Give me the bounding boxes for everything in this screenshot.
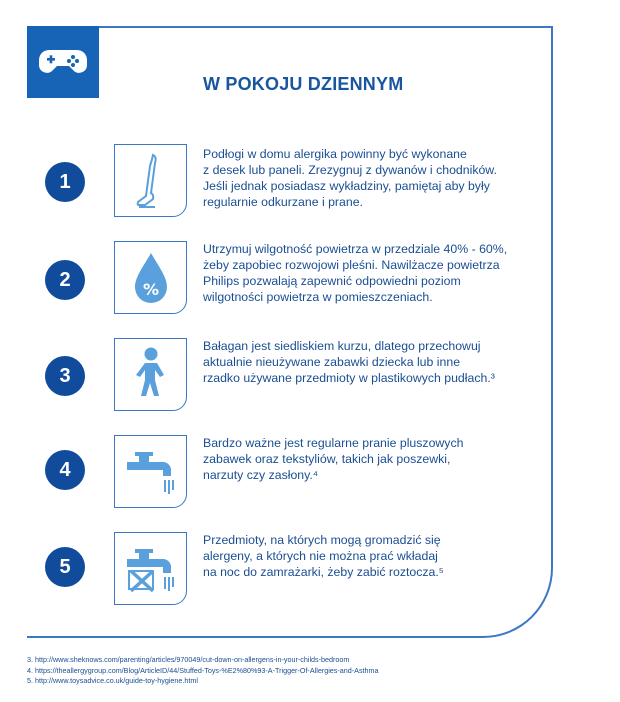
item-text: Bardzo ważne jest regularne pranie pluszowych zabawek oraz tekstyliów, takich jak poszewki, narzuty czy zasłony.⁴ — [203, 436, 464, 482]
icon-box — [114, 435, 187, 508]
icon-box — [114, 144, 187, 217]
page-title: W POKOJU DZIENNYM — [203, 74, 404, 94]
humidity-drop-icon — [131, 251, 171, 305]
child-icon — [131, 346, 171, 404]
step-number: 1 — [45, 162, 85, 202]
item-text: Utrzymuj wilgotność powietrza w przedziale 40% - 60%, żeby zapobiec rozwojowi pleśni. Nawilżacze powietrza Philips pozwalają zapewnić odpowiedni poziom wilgotności powietrza w pomieszczeniach. — [203, 242, 508, 304]
svg-text:%: % — [142, 279, 159, 299]
list-item — [0, 241, 620, 321]
gamepad-icon — [37, 46, 89, 78]
step-number: 3 — [45, 356, 85, 396]
item-text: Przedmioty, na których mogą gromadzić się alergeny, a których nie można prać wkładaj na noc do zamrażarki, żeby zabić roztocza.⁵ — [203, 533, 444, 579]
item-text: Podłogi w domu alergika powinny być wykonane z desek lub paneli. Zrezygnuj z dywanów i chodników. Jeśli jednak posiadasz wykładziny, pamiętaj aby były regularnie odkurzane i prane. — [203, 147, 497, 209]
list-item — [0, 144, 620, 224]
item-text: Bałagan jest siedliskiem kurzu, dlatego przechowuj aktualnie nieużywane zabawki dziecka lub inne rzadko używane przedmioty w plastikowych pudłach.³ — [203, 339, 495, 385]
step-number: 2 — [45, 260, 85, 300]
footnotes: 3. http://www.sheknows.com/parenting/articles/970049/cut-down-on-allergens-in-your-childs-bedroom 4. https://theallergygroup.com/Blog/ArticleID/44/Stuffed-Toys-%E2%80%93-A-Trigger-Of-Allergies-and-Asthma 5. http://www.toysadvice.co.uk/guide-toy-hygiene.html — [27, 655, 379, 685]
icon-box — [114, 532, 187, 605]
list-item — [0, 435, 620, 515]
icon-box — [114, 241, 187, 314]
list-item — [0, 532, 620, 612]
step-number: 5 — [45, 547, 85, 587]
corner-badge — [27, 26, 99, 98]
list-item — [0, 338, 620, 418]
no-washing-tap-icon — [123, 541, 179, 597]
icon-box — [114, 338, 187, 411]
vacuum-cleaner-icon — [131, 151, 171, 211]
water-tap-icon — [123, 444, 179, 500]
step-number: 4 — [45, 450, 85, 490]
